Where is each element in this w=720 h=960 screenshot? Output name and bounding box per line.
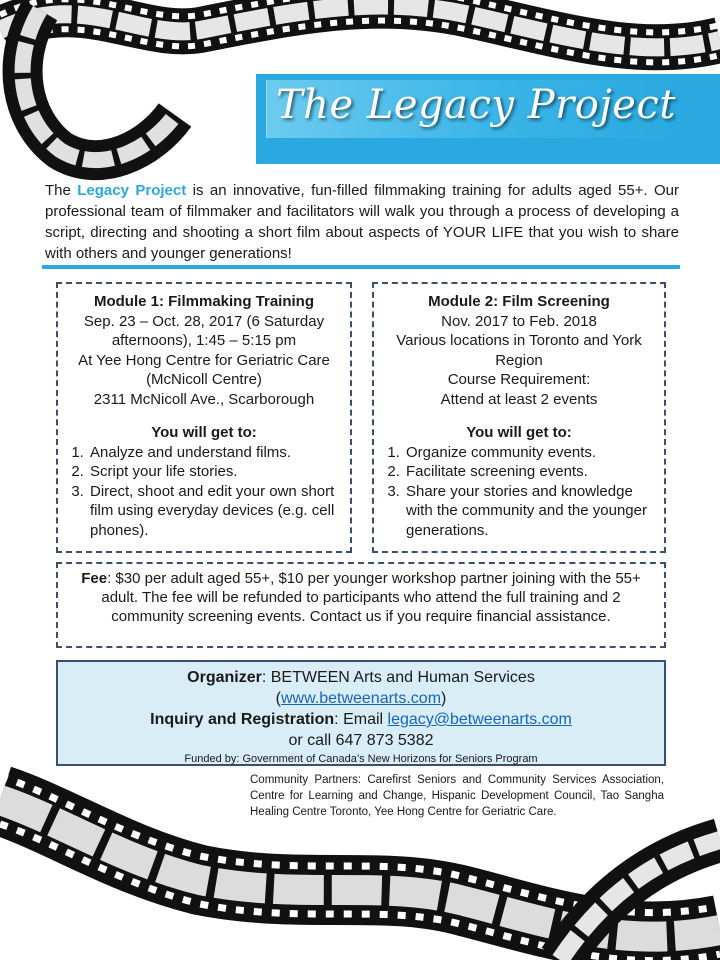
- module2-list-item: 1. Organize community events.: [404, 443, 660, 463]
- module2-list-item: 3. Share your stories and knowledge with the community and the younger generations.: [404, 482, 660, 541]
- fee-label: Fee: [81, 570, 108, 587]
- module1-heading: Module 1: Filmmaking Training: [93, 293, 315, 310]
- intro-rest: is an innovative, fun-filled filmmaking training for adults aged 55+. Our professional team of filmmaker and facilitators will walk you through a process of developing a script, directing and shooting a short film about aspects of YOUR LIFE that you wish to share with others and younger generations!: [45, 182, 680, 262]
- inquiry-line: [58, 709, 664, 730]
- inquiry-label: Inquiry and Registration: [150, 711, 335, 728]
- website-link[interactable]: www.betweenarts.com: [280, 690, 442, 707]
- intro-highlight: Legacy Project: [77, 182, 187, 199]
- website-line: [58, 688, 664, 709]
- module2-detail-location: Various locations in Toronto and York Region: [396, 332, 642, 369]
- module2-list: [378, 443, 660, 541]
- module1-list: [62, 443, 346, 541]
- page-title: The Legacy Project: [276, 82, 676, 128]
- organizer-label: Organizer: [187, 669, 262, 686]
- paren-close: ): [441, 690, 447, 707]
- module1-list-item: 3. Direct, shoot and edit your own short film using everyday devices (e.g. cell phones).: [88, 482, 346, 541]
- module1-detail-location: At Yee Hong Centre for Geriatric Care (McNicoll Centre): [78, 351, 330, 388]
- module1-detail-dates: Sep. 23 – Oct. 28, 2017 (6 Saturday afternoons), 1:45 – 5:15 pm: [83, 312, 325, 349]
- module2-detail-requirement: Attend at least 2 events: [440, 390, 598, 408]
- module2-box: [372, 282, 666, 553]
- module2-getto-heading: You will get to:: [466, 424, 572, 441]
- organizer-panel: [56, 660, 666, 766]
- fee-text: : $30 per adult aged 55+, $10 per younger workshop partner joining with the 55+ adult. The fee will be refunded to participants who attend the full training and 2 community screening events. Contact us if you require financial assistance.: [101, 570, 641, 625]
- module1-list-item: 2. Script your life stories.: [88, 462, 346, 482]
- email-link[interactable]: legacy@betweenarts.com: [387, 711, 572, 728]
- intro-paragraph: [45, 180, 679, 264]
- module1-list-item: 1. Analyze and understand films.: [88, 443, 346, 463]
- intro-lead: The: [45, 182, 78, 199]
- fee-box: [56, 562, 666, 648]
- phone-line: or call 647 873 5382: [288, 732, 434, 749]
- funded-by: Funded by: Government of Canada’s New Horizons for Seniors Program: [184, 753, 538, 765]
- community-partners: Community Partners: Carefirst Seniors and Community Services Association, Centre for Learning and Change, Hispanic Development Council, Tao Sangha Healing Centre Toronto, Yee Hong Centre for Geriatric Care.: [250, 774, 664, 818]
- module1-box: [56, 282, 352, 553]
- module1-getto-heading: You will get to:: [151, 424, 257, 441]
- organizer-name: : BETWEEN Arts and Human Services: [261, 669, 535, 686]
- paren-open: (: [275, 690, 281, 707]
- module2-heading: Module 2: Film Screening: [428, 293, 610, 310]
- organizer-line: [58, 667, 664, 688]
- module2-detail-dates: Nov. 2017 to Feb. 2018: [441, 312, 597, 330]
- module1-detail-address: 2311 McNicoll Ave., Scarborough: [93, 390, 315, 408]
- module2-list-item: 2. Facilitate screening events.: [404, 462, 660, 482]
- divider-rule: [42, 265, 680, 269]
- module2-detail-requirement-label: Course Requirement:: [447, 371, 591, 388]
- email-prefix: : Email: [334, 711, 388, 728]
